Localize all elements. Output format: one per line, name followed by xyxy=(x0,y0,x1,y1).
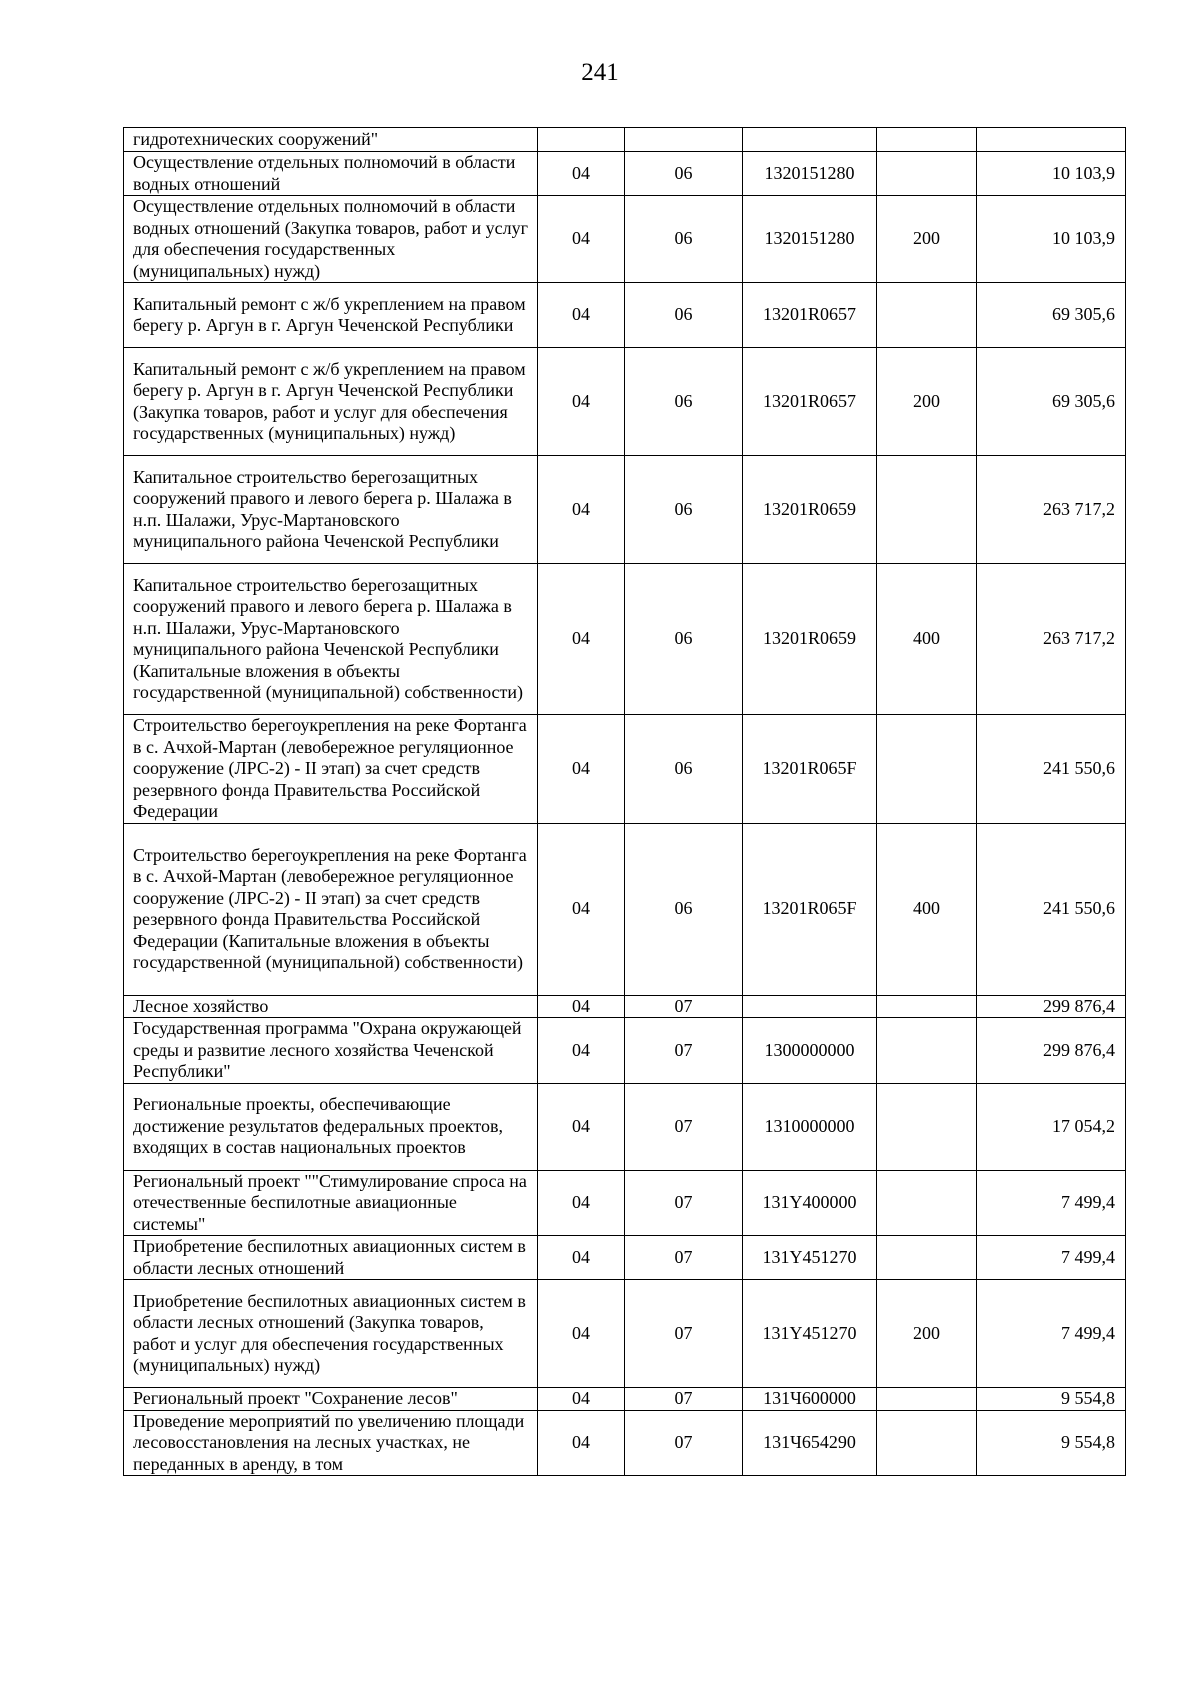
cell-amount: 9 554,8 xyxy=(977,1388,1126,1411)
cell-subsection: 07 xyxy=(625,1170,743,1236)
cell-subsection: 06 xyxy=(625,564,743,715)
cell-amount: 241 550,6 xyxy=(977,715,1126,824)
cell-amount: 7 499,4 xyxy=(977,1280,1126,1388)
cell-subsection: 07 xyxy=(625,1410,743,1476)
cell-section: 04 xyxy=(538,1018,625,1084)
table-row xyxy=(124,1083,1126,1170)
cell-amount: 263 717,2 xyxy=(977,456,1126,564)
cell-amount: 263 717,2 xyxy=(977,564,1126,715)
cell-amount: 69 305,6 xyxy=(977,348,1126,456)
cell-amount: 241 550,6 xyxy=(977,823,1126,995)
cell-subsection: 07 xyxy=(625,1083,743,1170)
cell-section: 04 xyxy=(538,1280,625,1388)
cell-name: Проведение мероприятий по увеличению площади лесовосстановления на лесных участках, не переданных в аренду, в том xyxy=(124,1410,538,1476)
cell-target-article: 13201R0659 xyxy=(743,564,877,715)
cell-target-article: 131Y400000 xyxy=(743,1170,877,1236)
cell-target-article: 13201R0657 xyxy=(743,283,877,348)
cell-amount: 17 054,2 xyxy=(977,1083,1126,1170)
cell-subsection: 07 xyxy=(625,995,743,1018)
cell-name: Строительство берегоукрепления на реке Фортанга в с. Ачхой-Мартан (левобережное регуляционное сооружение (ЛРС-2) - II этап) за счет средств резервного фонда Правительства Российской Федерации (Капитальные вложения в объекты государственной (муниципальной) собственности) xyxy=(124,823,538,995)
cell-target-article: 1310000000 xyxy=(743,1083,877,1170)
cell-section: 04 xyxy=(538,196,625,283)
cell-name: Региональный проект ""Стимулирование спроса на отечественные беспилотные авиационные системы" xyxy=(124,1170,538,1236)
cell-expense-type xyxy=(877,456,977,564)
cell-target-article: 13201R065F xyxy=(743,715,877,824)
cell-expense-type xyxy=(877,128,977,152)
cell-target-article: 1300000000 xyxy=(743,1018,877,1084)
cell-expense-type xyxy=(877,715,977,824)
cell-section: 04 xyxy=(538,823,625,995)
cell-amount: 7 499,4 xyxy=(977,1170,1126,1236)
cell-section: 04 xyxy=(538,283,625,348)
cell-name: Государственная программа "Охрана окружающей среды и развитие лесного хозяйства Чеченской Республики" xyxy=(124,1018,538,1084)
cell-amount: 7 499,4 xyxy=(977,1236,1126,1280)
cell-expense-type xyxy=(877,1410,977,1476)
cell-amount: 299 876,4 xyxy=(977,1018,1126,1084)
cell-section: 04 xyxy=(538,564,625,715)
cell-amount xyxy=(977,128,1126,152)
table-row xyxy=(124,1018,1126,1084)
cell-amount: 299 876,4 xyxy=(977,995,1126,1018)
cell-name: Лесное хозяйство xyxy=(124,995,538,1018)
cell-expense-type: 400 xyxy=(877,823,977,995)
cell-name: Региональный проект "Сохранение лесов" xyxy=(124,1388,538,1411)
cell-subsection: 06 xyxy=(625,196,743,283)
table-row xyxy=(124,1280,1126,1388)
cell-section: 04 xyxy=(538,715,625,824)
cell-expense-type: 200 xyxy=(877,196,977,283)
budget-table xyxy=(123,127,1126,1476)
cell-subsection: 07 xyxy=(625,1280,743,1388)
cell-expense-type: 200 xyxy=(877,1280,977,1388)
cell-section: 04 xyxy=(538,152,625,196)
table-row xyxy=(124,564,1126,715)
table-row xyxy=(124,1388,1126,1411)
cell-expense-type: 200 xyxy=(877,348,977,456)
cell-subsection: 06 xyxy=(625,152,743,196)
table-row xyxy=(124,456,1126,564)
table-row xyxy=(124,823,1126,995)
cell-section: 04 xyxy=(538,995,625,1018)
cell-section: 04 xyxy=(538,1388,625,1411)
cell-target-article: 1320151280 xyxy=(743,196,877,283)
table-row xyxy=(124,1236,1126,1280)
cell-name: гидротехнических сооружений" xyxy=(124,128,538,152)
cell-subsection xyxy=(625,128,743,152)
cell-name: Осуществление отдельных полномочий в области водных отношений (Закупка товаров, работ и услуг для обеспечения государственных (муниципальных) нужд) xyxy=(124,196,538,283)
cell-amount: 10 103,9 xyxy=(977,196,1126,283)
cell-target-article: 131Y451270 xyxy=(743,1280,877,1388)
cell-target-article: 13201R065F xyxy=(743,823,877,995)
cell-subsection: 06 xyxy=(625,456,743,564)
cell-name: Осуществление отдельных полномочий в области водных отношений xyxy=(124,152,538,196)
cell-target-article xyxy=(743,128,877,152)
cell-expense-type xyxy=(877,1236,977,1280)
cell-section xyxy=(538,128,625,152)
cell-section: 04 xyxy=(538,1083,625,1170)
cell-expense-type xyxy=(877,152,977,196)
cell-expense-type xyxy=(877,1083,977,1170)
cell-amount: 10 103,9 xyxy=(977,152,1126,196)
cell-subsection: 06 xyxy=(625,823,743,995)
cell-subsection: 07 xyxy=(625,1236,743,1280)
cell-name: Приобретение беспилотных авиационных систем в области лесных отношений (Закупка товаров, работ и услуг для обеспечения государственных (муниципальных) нужд) xyxy=(124,1280,538,1388)
table-row xyxy=(124,995,1126,1018)
cell-expense-type xyxy=(877,283,977,348)
cell-expense-type: 400 xyxy=(877,564,977,715)
cell-expense-type xyxy=(877,1018,977,1084)
cell-target-article: 131Y451270 xyxy=(743,1236,877,1280)
cell-target-article: 131Ч600000 xyxy=(743,1388,877,1411)
cell-amount: 69 305,6 xyxy=(977,283,1126,348)
cell-target-article: 13201R0659 xyxy=(743,456,877,564)
cell-subsection: 06 xyxy=(625,715,743,824)
cell-section: 04 xyxy=(538,1170,625,1236)
cell-name: Строительство берегоукрепления на реке Фортанга в с. Ачхой-Мартан (левобережное регуляционное сооружение (ЛРС-2) - II этап) за счет средств резервного фонда Правительства Российской Федерации xyxy=(124,715,538,824)
cell-subsection: 07 xyxy=(625,1388,743,1411)
cell-target-article: 131Ч654290 xyxy=(743,1410,877,1476)
cell-name: Капитальное строительство берегозащитных сооружений правого и левого берега р. Шалажа в н.п. Шалажи, Урус-Мартановского муниципального района Чеченской Республики xyxy=(124,456,538,564)
table-row xyxy=(124,1170,1126,1236)
table-row xyxy=(124,715,1126,824)
cell-expense-type xyxy=(877,1388,977,1411)
cell-target-article: 1320151280 xyxy=(743,152,877,196)
cell-name: Приобретение беспилотных авиационных систем в области лесных отношений xyxy=(124,1236,538,1280)
cell-section: 04 xyxy=(538,1236,625,1280)
cell-name: Капитальное строительство берегозащитных сооружений правого и левого берега р. Шалажа в н.п. Шалажи, Урус-Мартановского муниципального района Чеченской Республики (Капитальные вложения в объекты государственной (муниципальной) собственности) xyxy=(124,564,538,715)
table-row xyxy=(124,196,1126,283)
table-row xyxy=(124,283,1126,348)
table-row xyxy=(124,152,1126,196)
cell-name: Капитальный ремонт с ж/б укреплением на правом берегу р. Аргун в г. Аргун Чеченской Республики xyxy=(124,283,538,348)
page-number: 241 xyxy=(581,59,619,86)
cell-section: 04 xyxy=(538,348,625,456)
cell-amount: 9 554,8 xyxy=(977,1410,1126,1476)
cell-expense-type xyxy=(877,995,977,1018)
table-row xyxy=(124,348,1126,456)
cell-section: 04 xyxy=(538,456,625,564)
cell-expense-type xyxy=(877,1170,977,1236)
cell-subsection: 07 xyxy=(625,1018,743,1084)
cell-section: 04 xyxy=(538,1410,625,1476)
cell-name: Капитальный ремонт с ж/б укреплением на правом берегу р. Аргун в г. Аргун Чеченской Республики (Закупка товаров, работ и услуг для обеспечения государственных (муниципальных) нужд) xyxy=(124,348,538,456)
cell-subsection: 06 xyxy=(625,283,743,348)
cell-subsection: 06 xyxy=(625,348,743,456)
table-body xyxy=(124,128,1126,1476)
cell-target-article: 13201R0657 xyxy=(743,348,877,456)
cell-target-article xyxy=(743,995,877,1018)
table-row xyxy=(124,128,1126,152)
cell-name: Региональные проекты, обеспечивающие достижение результатов федеральных проектов, входящих в состав национальных проектов xyxy=(124,1083,538,1170)
table-row xyxy=(124,1410,1126,1476)
